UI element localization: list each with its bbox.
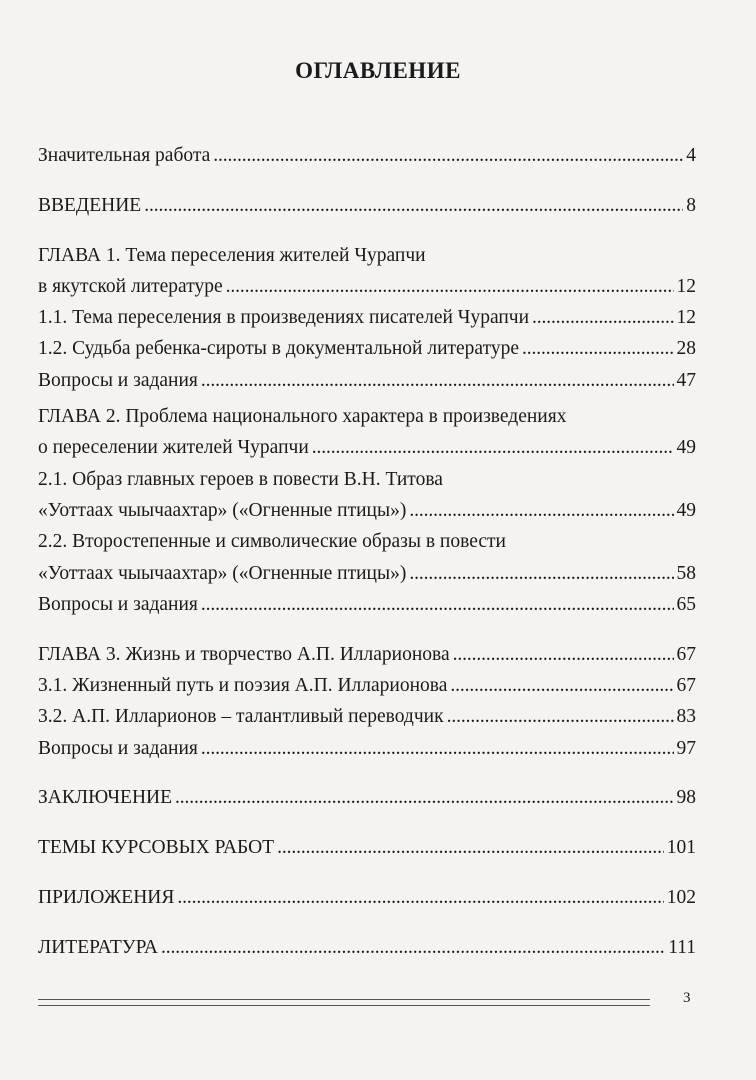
- dot-leader: [409, 558, 673, 589]
- toc-entry-heading: 2.2. Второстепенные и символические образы в повести: [38, 531, 506, 553]
- toc-entry: [38, 558, 696, 589]
- toc-entry-text: «Уоттаах чыычаахтар» («Огненные птицы»): [38, 499, 407, 521]
- toc-entry: [38, 302, 696, 333]
- toc-entry-text: ГЛАВА 3. Жизнь и творчество А.П. Илларионова: [38, 643, 450, 665]
- dot-leader: [201, 365, 674, 396]
- toc-entry-page: 58: [676, 562, 696, 584]
- toc-entry-page: 83: [676, 706, 696, 728]
- toc-entry-text: ЗАКЛЮЧЕНИЕ: [38, 787, 173, 809]
- toc-entry-page: 49: [676, 437, 696, 459]
- toc-entry-text: 3.2. А.П. Илларионов – талантливый переводчик: [38, 706, 444, 728]
- toc-entry-page: 97: [676, 737, 696, 759]
- toc-entry-page: 8: [686, 194, 696, 216]
- toc-entry-page: 102: [666, 886, 696, 908]
- toc-entry-page: 47: [676, 369, 696, 391]
- dot-leader: [453, 639, 674, 670]
- toc-entry-text: ЛИТЕРАТУРА: [38, 936, 158, 958]
- dot-leader: [409, 495, 673, 526]
- toc-entry: [38, 670, 696, 701]
- toc-entry-text: Значительная работа: [38, 145, 211, 166]
- toc-entry: [38, 190, 696, 221]
- toc-entry: [38, 333, 696, 364]
- toc-entry-page: 111: [668, 936, 696, 958]
- toc-entry-text: Вопросы и задания: [38, 369, 198, 391]
- toc-entry-text: ВВЕДЕНИЕ: [38, 194, 142, 216]
- toc-entry-text: 3.1. Жизненный путь и поэзия А.П. Илларионова: [38, 674, 448, 696]
- toc-entry-text: в якутской литературе: [38, 275, 223, 297]
- toc-entry: [38, 782, 696, 813]
- dot-leader: [312, 432, 674, 463]
- toc-entry-text: 1.2. Судьба ребенка-сироты в документальной литературе: [38, 338, 519, 360]
- page-title: ОГЛАВЛЕНИЕ: [295, 58, 461, 83]
- dot-leader: [522, 333, 674, 364]
- dot-leader: [201, 733, 674, 764]
- dot-leader: [175, 782, 673, 813]
- toc-entry-text: Вопросы и задания: [38, 593, 198, 615]
- dot-leader: [532, 302, 673, 333]
- toc-entry-page: 67: [676, 674, 696, 696]
- dot-leader: [277, 832, 664, 863]
- toc-entry: [38, 495, 696, 526]
- footer-rule: [38, 999, 650, 1006]
- dot-leader: [201, 589, 674, 620]
- toc-entry-heading: ГЛАВА 2. Проблема национального характера в произведениях: [38, 406, 567, 428]
- dot-leader: [450, 670, 673, 701]
- toc-entry-page: 12: [676, 307, 696, 329]
- toc-entry-heading: ГЛАВА 1. Тема переселения жителей Чурапчи: [38, 244, 426, 266]
- toc-entry: [38, 882, 696, 913]
- toc-entry-page: 101: [666, 837, 696, 859]
- toc-entry-page: 65: [676, 593, 696, 615]
- toc-entry-page: 49: [676, 499, 696, 521]
- toc-entry-text: «Уоттаах чыычаахтар» («Огненные птицы»): [38, 562, 407, 584]
- table-of-contents: [38, 140, 696, 963]
- toc-entry: [38, 365, 696, 396]
- toc-entry-page: 98: [676, 787, 696, 809]
- dot-leader: [144, 190, 683, 221]
- toc-entry-text: о переселении жителей Чурапчи: [38, 437, 309, 459]
- dot-leader: [213, 140, 683, 171]
- toc-entry: [38, 639, 696, 670]
- dot-leader: [226, 271, 674, 302]
- toc-entry: [38, 589, 696, 620]
- dot-leader: [161, 932, 665, 963]
- toc-entry-text: ПРИЛОЖЕНИЯ: [38, 886, 175, 908]
- toc-entry: [38, 832, 696, 863]
- toc-entry: [38, 932, 696, 963]
- toc-entry: [38, 733, 696, 764]
- toc-entry: [38, 271, 696, 302]
- toc-entry-page: 28: [676, 338, 696, 360]
- dot-leader: [447, 701, 674, 732]
- toc-entry-text: 1.1. Тема переселения в произведениях писателей Чурапчи: [38, 307, 530, 329]
- toc-entry: [38, 432, 696, 463]
- dot-leader: [177, 882, 663, 913]
- toc-entry-heading: 2.1. Образ главных героев в повести В.Н. Титова: [38, 468, 443, 490]
- toc-entry-page: 67: [676, 643, 696, 665]
- toc-entry: [38, 140, 696, 171]
- toc-entry-page: 12: [676, 275, 696, 297]
- toc-entry-page: 4: [686, 145, 696, 166]
- toc-entry-text: ТЕМЫ КУРСОВЫХ РАБОТ: [38, 837, 275, 859]
- toc-entry-text: Вопросы и задания: [38, 737, 198, 759]
- page-number: 3: [683, 990, 691, 1006]
- toc-entry: [38, 701, 696, 732]
